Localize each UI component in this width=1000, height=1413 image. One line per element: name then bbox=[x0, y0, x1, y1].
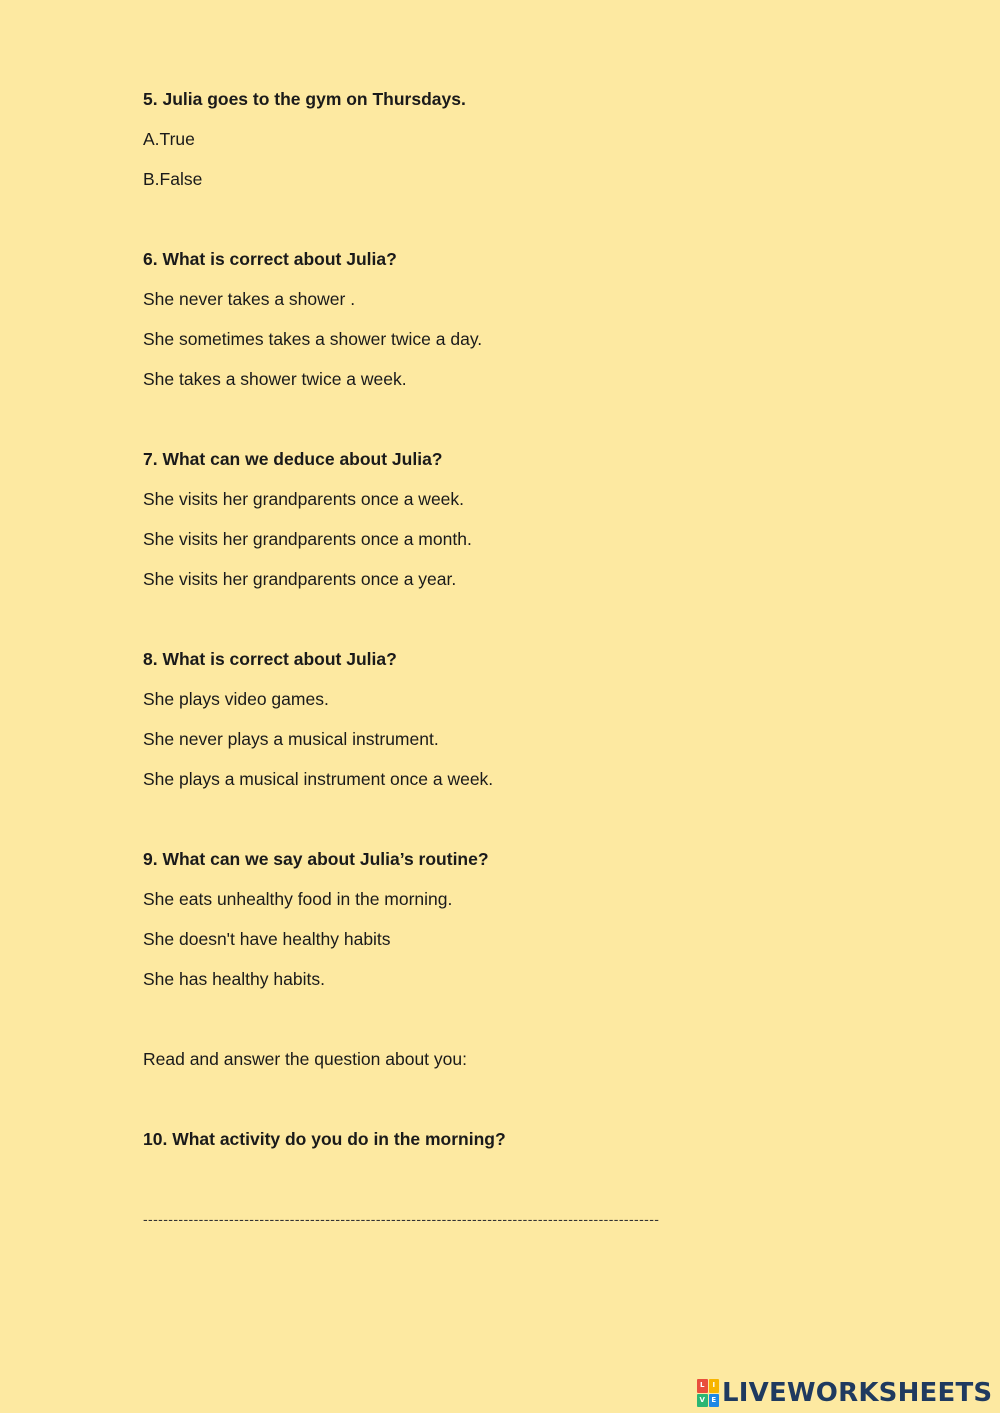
answer-line[interactable]: ------------------------------------------------------------------------------------------------------ bbox=[143, 1211, 660, 1227]
liveworksheets-logo-text: LIVEWORKSHEETS bbox=[722, 1378, 993, 1408]
question-5-option-a[interactable]: A.True bbox=[143, 129, 195, 149]
logo-icon-letter-v: V bbox=[697, 1394, 708, 1408]
question-7: 7. What can we deduce about Julia? bbox=[143, 449, 443, 469]
question-8: 8. What is correct about Julia? bbox=[143, 649, 397, 669]
question-6-option-2[interactable]: She sometimes takes a shower twice a day. bbox=[143, 329, 483, 349]
liveworksheets-logo bbox=[697, 1376, 992, 1410]
logo-icon-letter-i: I bbox=[709, 1379, 720, 1393]
question-7-option-2[interactable]: She visits her grandparents once a month. bbox=[143, 529, 472, 549]
question-6-option-1[interactable]: She never takes a shower . bbox=[143, 289, 356, 309]
question-6-option-3[interactable]: She takes a shower twice a week. bbox=[143, 369, 407, 389]
question-9: 9. What can we say about Julia’s routine? bbox=[143, 849, 489, 869]
logo-icon-letter-l: L bbox=[697, 1379, 708, 1393]
question-9-option-3[interactable]: She has healthy habits. bbox=[143, 969, 325, 989]
question-9-option-2[interactable]: She doesn't have healthy habits bbox=[143, 929, 391, 949]
logo-icon-letter-e: E bbox=[709, 1394, 720, 1408]
question-7-option-1[interactable]: She visits her grandparents once a week. bbox=[143, 489, 465, 509]
question-5: 5. Julia goes to the gym on Thursdays. bbox=[143, 89, 466, 109]
question-8-option-2[interactable]: She never plays a musical instrument. bbox=[143, 729, 439, 749]
question-7-option-3[interactable]: She visits her grandparents once a year. bbox=[143, 569, 457, 589]
question-10: 10. What activity do you do in the morning? bbox=[143, 1129, 506, 1149]
instruction-text: Read and answer the question about you: bbox=[143, 1049, 467, 1069]
question-8-option-3[interactable]: She plays a musical instrument once a week. bbox=[143, 769, 494, 789]
question-9-option-1[interactable]: She eats unhealthy food in the morning. bbox=[143, 889, 453, 909]
question-8-option-1[interactable]: She plays video games. bbox=[143, 689, 329, 709]
question-5-option-b[interactable]: B.False bbox=[143, 169, 203, 189]
liveworksheets-logo-icon bbox=[697, 1379, 719, 1407]
question-6: 6. What is correct about Julia? bbox=[143, 249, 397, 269]
